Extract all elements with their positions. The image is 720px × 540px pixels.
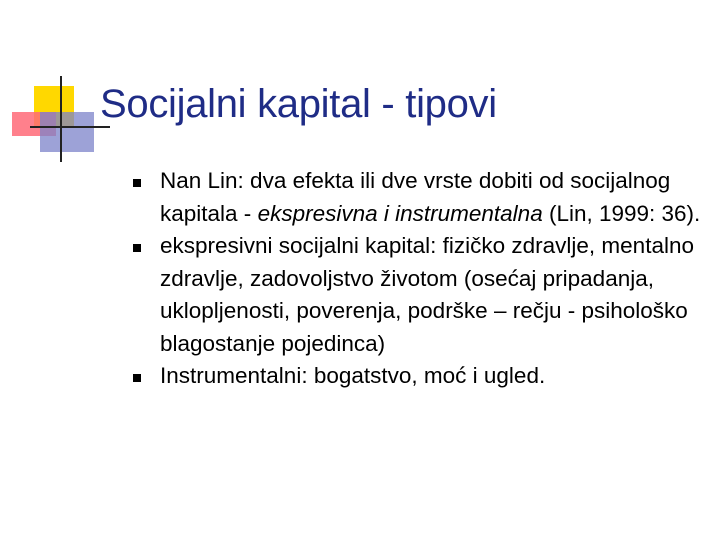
logo-vertical-line <box>60 76 62 162</box>
bullet-square-icon <box>133 374 141 382</box>
logo-horizontal-line <box>30 126 110 128</box>
bullet-item <box>133 360 708 393</box>
slide-title: Socijalni kapital - tipovi <box>100 82 497 126</box>
bullet-text-end: (Lin, 1999: 36). <box>542 200 701 226</box>
bullet-text: Nan Lin: dva efekta ili dve vrste dobiti od socijalnog kapitala - <box>160 168 671 226</box>
bullet-list <box>133 165 708 393</box>
bullet-square-icon <box>133 179 141 187</box>
slide-logo-graphic <box>0 0 110 170</box>
bullet-text: Instrumentalni: bogatstvo, moć i ugled. <box>160 363 546 388</box>
bullet-square-icon <box>133 244 141 252</box>
bullet-text: ekspresivni socijalni kapital: fizičko zdravlje, mentalno zdravlje, zadovoljstvo životom (osećaj pripadanja, uklopljenosti, poverenja, podrške – rečju - psihološko blagostanje pojedinca) <box>160 233 694 356</box>
bullet-item <box>133 165 708 230</box>
logo-blue-square <box>40 112 94 152</box>
bullet-italic-text: ekspresivna i instrumentalna <box>257 200 543 226</box>
bullet-item <box>133 230 708 360</box>
